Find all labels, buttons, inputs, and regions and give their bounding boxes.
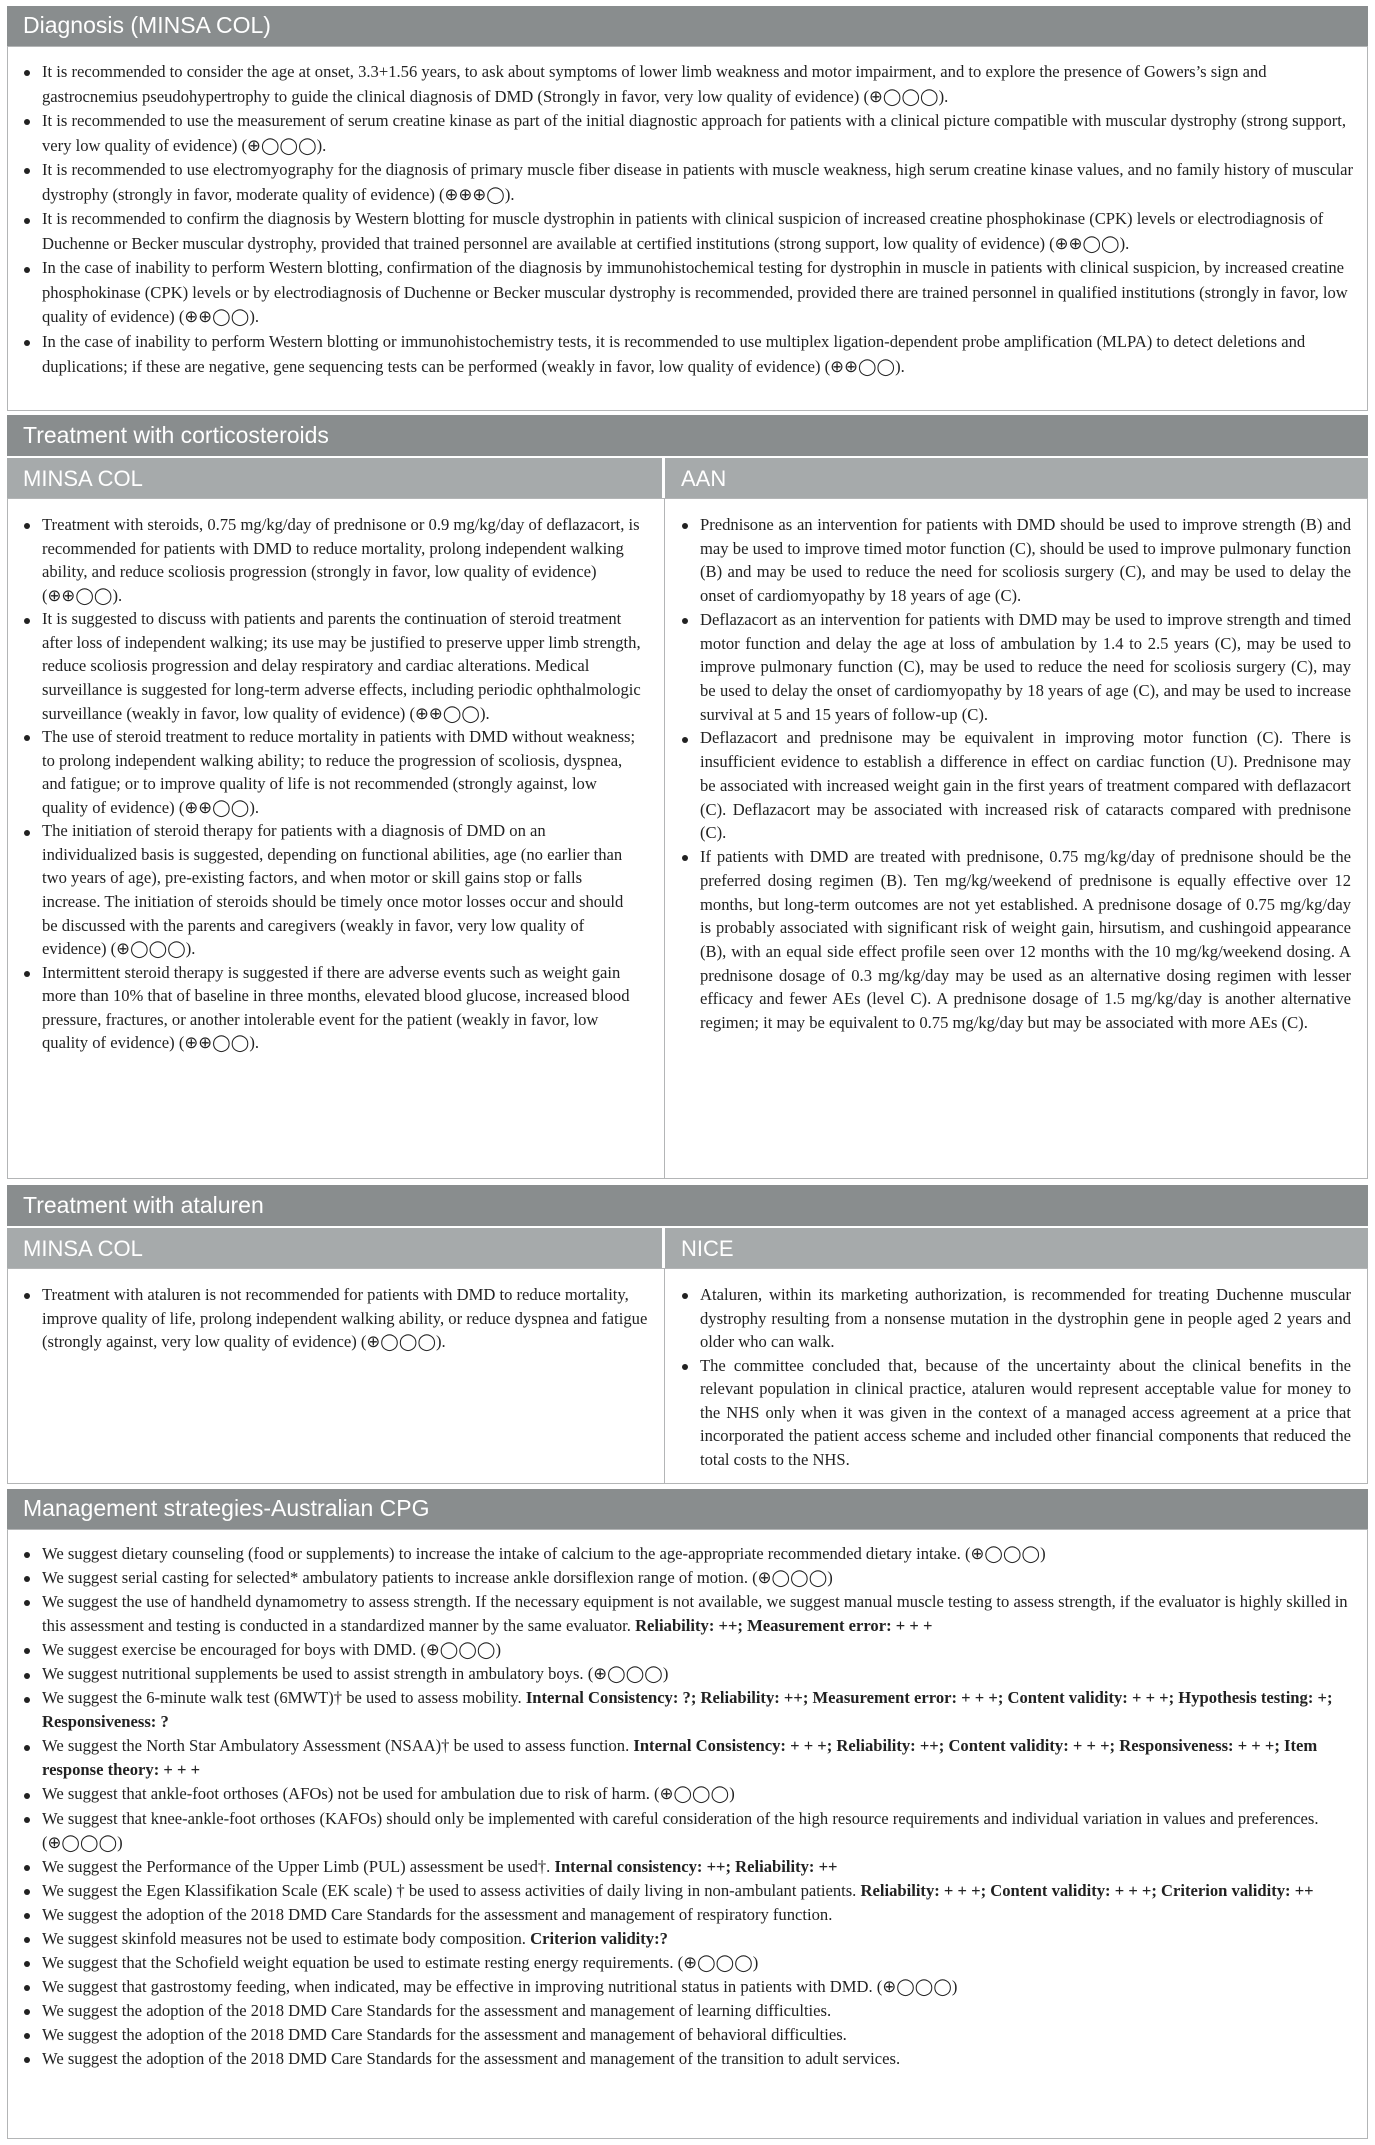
list-item xyxy=(23,1879,1355,1903)
list-item: Ataluren, within its marketing authorization, is recommended for treating Duchenne muscular dystrophy resulting from a nonsense mutation in the dystrophin gene in people aged 2 years and older who can walk. xyxy=(681,1283,1351,1354)
ataluren-minsa-list xyxy=(23,1283,648,1354)
diagnosis-section-header xyxy=(7,6,1368,46)
corticosteroids-minsa-header: MINSA COL xyxy=(7,458,662,498)
list-item xyxy=(23,1782,1355,1806)
list-item xyxy=(23,1566,1355,1590)
list-item-text: We suggest the 6-minute walk test (6MWT)† be used to assess mobility. xyxy=(42,1688,522,1708)
list-item-text: We suggest the adoption of the 2018 DMD Care Standards for the assessment and management of respiratory function. xyxy=(42,1904,833,1924)
ataluren-nice-list xyxy=(681,1283,1351,1472)
ataluren-box xyxy=(7,1268,1368,1484)
list-item xyxy=(23,1927,1355,1951)
list-item-text: We suggest nutritional supplements be used to assist strength in ambulatory boys. (⊕◯◯◯) xyxy=(42,1664,669,1684)
list-item xyxy=(23,1855,1355,1879)
list-item: It is recommended to use electromyography for the diagnosis of primary muscle fiber disease in patients with muscle weakness, high serum creatine kinase values, and no family history of muscular dystrophy (strongly in favor, moderate quality of evidence) (⊕⊕⊕◯). xyxy=(23,158,1355,207)
list-item-text: We suggest that the Schofield weight equation be used to estimate resting energy requirements. (⊕◯◯◯) xyxy=(42,1952,759,1972)
list-item-text: We suggest the adoption of the 2018 DMD Care Standards for the assessment and management of the transition to adult services. xyxy=(42,2048,901,2068)
list-item-text: We suggest the adoption of the 2018 DMD Care Standards for the assessment and management of learning difficulties. xyxy=(42,2000,832,2020)
list-item-text: We suggest the use of handheld dynamometry to assess strength. If the necessary equipment is not available, we suggest manual muscle testing to assess strength, if the evaluator is highly skilled in this assessment and testing is conducted in a standardized manner by the same evaluator. xyxy=(42,1592,1348,1636)
list-item xyxy=(23,1903,1355,1927)
list-item-text: We suggest that knee-ankle-foot orthoses (KAFOs) should only be implemented with careful consideration of the high resource requirements and individual variation in values and preferences. (⊕◯◯◯) xyxy=(42,1808,1319,1852)
ataluren-title: Treatment with ataluren xyxy=(23,1191,264,1218)
measurement-properties: Internal Consistency: + + +; Reliability: ++; Content validity: + + +; Responsiveness: + + +; Item response theory: + + + xyxy=(42,1736,1318,1780)
list-item: If patients with DMD are treated with prednisone, 0.75 mg/kg/day of prednisone should be the preferred dosing regimen (B). Ten mg/kg/weekend of prednisone is equally effective over 12 months, but long-term outcomes are not yet established. A prednisone dosage of 0.75 mg/kg/day is probably associated with significant risk of weight gain, hirsutism, and cushingoid appearance (B), with an equal side effect profile seen over 12 months with the 10 mg/kg/weekend dosing. A prednisone dosage of 0.3 mg/kg/day may be used as an alternative dosing regimen with lesser efficacy and fewer AEs (level C). A prednisone dosage of 1.5 mg/kg/day is another alternative regimen; it may be equivalent to 0.75 mg/kg/day but may be associated with more AEs (C). xyxy=(681,845,1351,1035)
corticosteroids-aan-list xyxy=(681,513,1351,1035)
list-item xyxy=(23,1686,1355,1734)
list-item xyxy=(23,1951,1355,1975)
list-item: It is recommended to consider the age at onset, 3.3+1.56 years, to ask about symptoms of lower limb weakness and motor impairment, and to explore the presence of Gowers’s sign and gastrocnemius pseudohypertrophy to guide the clinical diagnosis of DMD (Strongly in favor, very low quality of evidence) (⊕◯◯◯). xyxy=(23,60,1355,109)
list-item: Intermittent steroid therapy is suggested if there are adverse events such as weight gain more than 10% that of baseline in three months, elevated blood glucose, increased blood pressure, fractures, or another intolerable event for the patient (weakly in favor, low quality of evidence) (⊕⊕◯◯). xyxy=(23,961,643,1055)
diagnosis-list xyxy=(23,60,1355,379)
corticosteroids-section-header xyxy=(7,415,1368,456)
list-item xyxy=(23,1638,1355,1662)
management-box xyxy=(7,1529,1368,2139)
list-item-text: We suggest that gastrostomy feeding, when indicated, may be effective in improving nutritional status in patients with DMD. (⊕◯◯◯) xyxy=(42,1976,958,1996)
list-item: In the case of inability to perform Western blotting or immunohistochemistry tests, it is recommended to use multiplex ligation-dependent probe amplification (MLPA) to detect deletions and duplications; if these are negative, gene sequencing tests can be performed (weakly in favor, low quality of evidence) (⊕⊕◯◯). xyxy=(23,330,1355,379)
corticosteroids-title: Treatment with corticosteroids xyxy=(23,421,329,448)
ataluren-section-header xyxy=(7,1185,1368,1226)
list-item: Deflazacort and prednisone may be equivalent in improving motor function (C). There is insufficient evidence to establish a difference in effect on cardiac function (U). Prednisone may be associated with increased weight gain in the first years of treatment compared with deflazacort (C). Deflazacort may be associated with increased risk of cataracts compared with prednisone (C). xyxy=(681,726,1351,845)
list-item: Treatment with ataluren is not recommended for patients with DMD to reduce mortality, improve quality of life, prolong independent walking ability, or reduce dyspnea and fatigue (strongly against, very low quality of evidence) (⊕◯◯◯). xyxy=(23,1283,648,1354)
list-item: It is recommended to use the measurement of serum creatine kinase as part of the initial diagnostic approach for patients with a clinical picture compatible with muscular dystrophy (strong support, very low quality of evidence) (⊕◯◯◯). xyxy=(23,109,1355,158)
list-item: The initiation of steroid therapy for patients with a diagnosis of DMD on an individualized basis is suggested, depending on functional abilities, age (no earlier than two years of age), pre-existing factors, and when motor or skill gains stop or falls increase. The initiation of steroids should be timely once motor losses occur and should be discussed with the parents and caregivers (weakly in favor, very low quality of evidence) (⊕◯◯◯). xyxy=(23,819,643,960)
list-item-text: We suggest that ankle-foot orthoses (AFOs) not be used for ambulation due to risk of harm. (⊕◯◯◯) xyxy=(42,1784,735,1804)
list-item-text: We suggest the adoption of the 2018 DMD Care Standards for the assessment and management of behavioral difficulties. xyxy=(42,2024,847,2044)
list-item-text: We suggest serial casting for selected* ambulatory patients to increase ankle dorsiflexion range of motion. (⊕◯◯◯) xyxy=(42,1568,833,1588)
list-item-text: We suggest dietary counseling (food or supplements) to increase the intake of calcium to the age-appropriate recommended dietary intake. (⊕◯◯◯) xyxy=(42,1544,1046,1563)
list-item-text: We suggest skinfold measures not be used to estimate body composition. xyxy=(42,1928,526,1948)
list-item xyxy=(23,1734,1355,1782)
list-item-text: We suggest exercise be encouraged for boys with DMD. (⊕◯◯◯) xyxy=(42,1640,502,1660)
list-item xyxy=(23,1975,1355,1999)
measurement-properties: Reliability: + + +; Content validity: + + +; Criterion validity: ++ xyxy=(860,1880,1314,1900)
diagnosis-title: Diagnosis (MINSA COL) xyxy=(23,12,271,39)
list-item-text: We suggest the North Star Ambulatory Assessment (NSAA)† be used to assess function. xyxy=(42,1736,630,1756)
management-section-header xyxy=(7,1489,1368,1529)
list-item: Prednisone as an intervention for patients with DMD should be used to improve strength (B) and may be used to improve timed motor function (C), should be used to improve pulmonary function (B) and may be used to reduce the need for scoliosis surgery (C), and may be used to delay the onset of cardiomyopathy by 18 years of age (C). xyxy=(681,513,1351,608)
list-item xyxy=(23,1999,1355,2023)
list-item xyxy=(23,1662,1355,1686)
ataluren-minsa-header: MINSA COL xyxy=(7,1228,662,1268)
list-item-text: We suggest the Performance of the Upper Limb (PUL) assessment be used†. xyxy=(42,1856,551,1876)
list-item xyxy=(23,1542,1355,1566)
management-title: Management strategies-Australian CPG xyxy=(23,1495,430,1522)
diagnosis-box xyxy=(7,46,1368,411)
list-item: In the case of inability to perform Western blotting, confirmation of the diagnosis by immunohistochemical testing for dystrophin in muscle in patients with clinical suspicion, by increased creatine phosphokinase (CPK) levels or by electrodiagnosis of Duchenne or Becker muscular dystrophy is recommended, provided there are trained personnel in qualified institutions (strongly in favor, low quality of evidence) (⊕⊕◯◯). xyxy=(23,256,1355,330)
corticosteroids-aan-header: AAN xyxy=(665,458,1368,498)
column-divider xyxy=(664,499,665,1178)
column-divider xyxy=(664,1269,665,1483)
corticosteroids-minsa-list xyxy=(23,513,643,1055)
ataluren-nice-header: NICE xyxy=(665,1228,1368,1268)
measurement-properties: Reliability: ++; Measurement error: + + + xyxy=(635,1616,933,1636)
list-item xyxy=(23,2023,1355,2047)
list-item: It is suggested to discuss with patients and parents the continuation of steroid treatment after loss of independent walking; its use may be justified to preserve upper limb strength, reduce scoliosis progression and delay respiratory and cardiac alterations. Medical surveillance is suggested for long-term adverse effects, including periodic ophthalmologic surveillance (weakly in favor, low quality of evidence) (⊕⊕◯◯). xyxy=(23,607,643,725)
measurement-properties: Internal Consistency: ?; Reliability: ++; Measurement error: + + +; Content validity: + + +; Hypothesis testing: +; Responsiveness: ? xyxy=(42,1688,1333,1732)
list-item xyxy=(23,1590,1355,1638)
list-item: Deflazacort as an intervention for patients with DMD may be used to improve strength and timed motor function and delay the age at loss of ambulation by 1.4 to 2.5 years (C), may be used to improve pulmonary function (C), may be used to reduce the need for scoliosis surgery (C), may be used to delay the onset of cardiomyopathy by 18 years of age (C), and may be used to increase survival at 5 and 15 years of follow-up (C). xyxy=(681,608,1351,727)
list-item: The committee concluded that, because of the uncertainty about the clinical benefits in the relevant population in clinical practice, ataluren would represent acceptable value for money to the NHS only when it was given in the context of a managed access agreement at a price that incorporated the patient access scheme and included other financial components that reduced the total costs to the NHS. xyxy=(681,1354,1351,1472)
list-item: It is recommended to confirm the diagnosis by Western blotting for muscle dystrophin in patients with clinical suspicion of increased creatine phosphokinase (CPK) levels or electrodiagnosis of Duchenne or Becker muscular dystrophy, provided that trained personnel are available at certified institutions (strong support, low quality of evidence) (⊕⊕◯◯). xyxy=(23,207,1355,256)
list-item: Treatment with steroids, 0.75 mg/kg/day of prednisone or 0.9 mg/kg/day of deflazacort, is recommended for patients with DMD to reduce mortality, prolong independent walking ability, and reduce scoliosis progression (strongly in favor, low quality of evidence) (⊕⊕◯◯). xyxy=(23,513,643,607)
measurement-properties: Criterion validity:? xyxy=(530,1928,668,1948)
corticosteroids-box xyxy=(7,498,1368,1179)
management-list xyxy=(23,1542,1355,2071)
list-item: The use of steroid treatment to reduce mortality in patients with DMD without weakness; to prolong independent walking ability; to reduce the progression of scoliosis, dyspnea, and fatigue; or to improve quality of life is not recommended (strongly against, low quality of evidence) (⊕⊕◯◯). xyxy=(23,725,643,819)
list-item-text: We suggest the Egen Klassifikation Scale (EK scale) † be used to assess activities of daily living in non-ambulant patients. xyxy=(42,1880,857,1900)
list-item xyxy=(23,1807,1355,1855)
list-item xyxy=(23,2047,1355,2071)
measurement-properties: Internal consistency: ++; Reliability: ++ xyxy=(554,1856,838,1876)
